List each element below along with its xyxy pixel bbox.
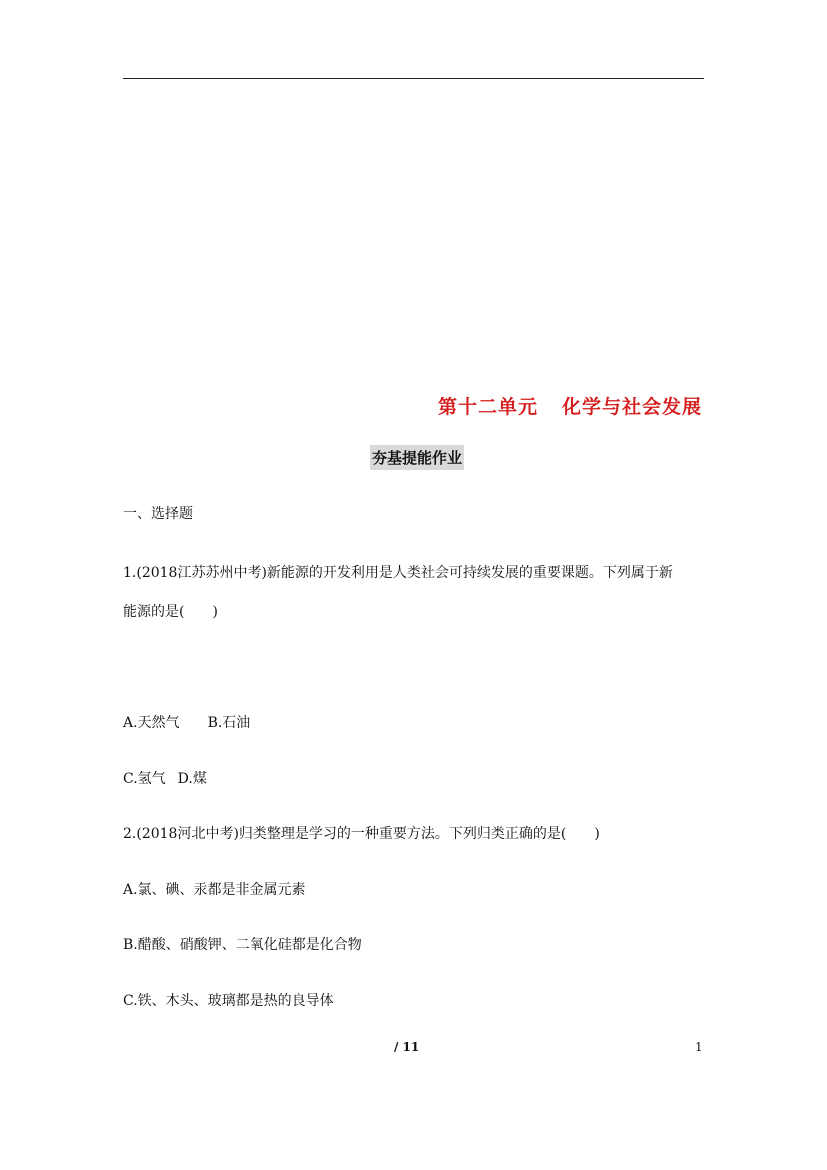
question-1-stem-line2: 能源的是( )	[123, 604, 218, 620]
question-2-option-a: A.氯、碘、汞都是非金属元素	[123, 882, 306, 898]
question-1-stem-line1: 1.(2018江苏苏州中考)新能源的开发利用是人类社会可持续发展的重要课题。下列属于新	[123, 565, 673, 581]
section-label: 夯基提能作业	[370, 445, 464, 470]
question-1-options-row1	[123, 712, 250, 732]
question-1-option-c: C.氢气	[123, 771, 166, 787]
question-2-option-b: B.醋酸、硝酸钾、二氧化硅都是化合物	[123, 937, 362, 953]
question-1-option-a: A.天然气	[123, 715, 180, 731]
part-heading: 一、选择题	[123, 506, 193, 522]
unit-number: 第十二单元	[438, 396, 539, 418]
question-2-option-c: C.铁、木头、玻璃都是热的良导体	[123, 993, 334, 1009]
footer-page-total: / 11	[394, 1040, 420, 1054]
header-rule	[123, 78, 704, 79]
footer-page-number: 1	[695, 1040, 703, 1054]
unit-title	[438, 392, 702, 419]
question-1-options-row2	[123, 768, 207, 788]
unit-name: 化学与社会发展	[562, 396, 703, 418]
question-1-option-b: B.石油	[207, 715, 251, 731]
question-1-option-d: D.煤	[177, 771, 207, 787]
question-2-stem: 2.(2018河北中考)归类整理是学习的一种重要方法。下列归类正确的是( )	[123, 826, 600, 842]
